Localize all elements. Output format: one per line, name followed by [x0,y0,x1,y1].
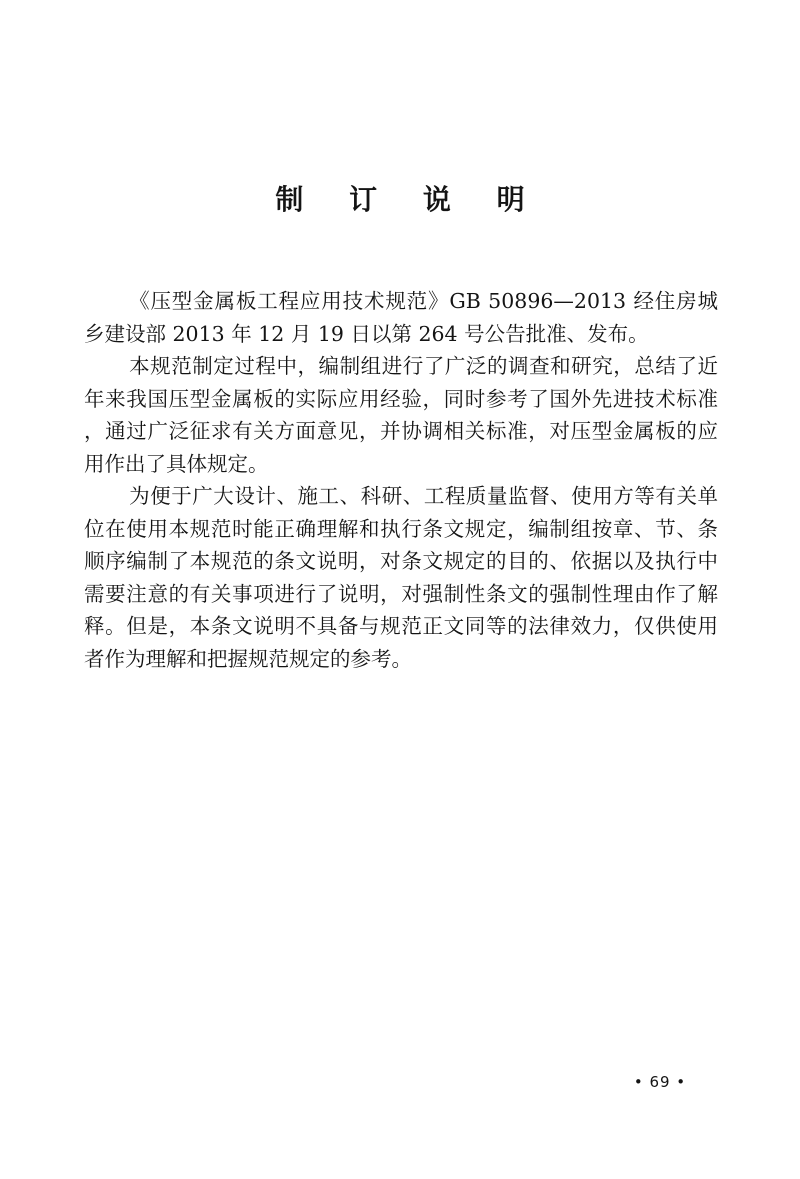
page-title: 制 订 说 明 [275,183,543,216]
paragraph-drafting-process: 本规范制定过程中，编制组进行了广泛的调查和研究，总结了近年来我国压型金属板的实际应用经验，同时参考了国外先进技术标准，通过广泛征求有关方面意见，并协调相关标准，对压型金属板的应用作出了具体规定。 [84,354,718,476]
paragraph-purpose: 为便于广大设计、施工、科研、工程质量监督、使用方等有关单位在使用本规范时能正确理解和执行条文规定，编制组按章、节、条顺序编制了本规范的条文说明，对条文规定的目的、依据以及执行中需要注意的有关事项进行了说明，对强制性条文的强制性理由作了解释。但是，本条文说明不具备与规范正文同等的法律效力，仅供使用者作为理解和把握规范规定的参考。 [84,484,718,671]
paragraph-approval: 《压型金属板工程应用技术规范》GB 50896—2013 经住房城乡建设部 2013 年 12 月 19 日以第 264 号公告批准、发布。 [84,289,718,346]
page-number: • 69 • [633,1073,687,1091]
body-text [84,285,718,675]
